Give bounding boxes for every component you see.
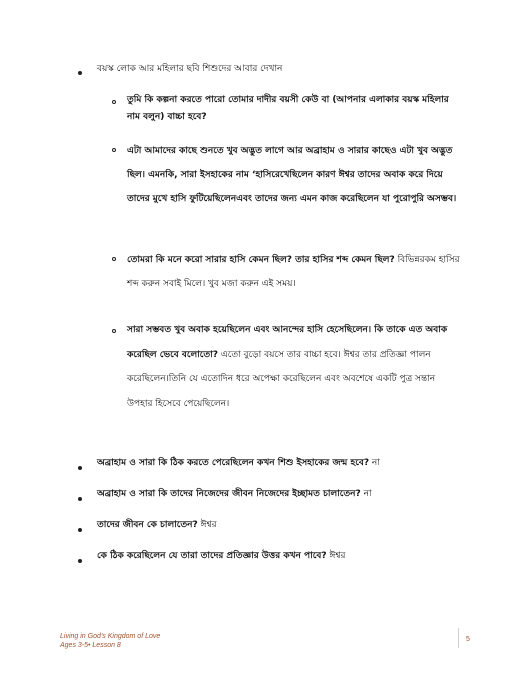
- bold-text: সারা সম্ভবত খুব অবাক হয়েছিলেন এবং আনন্দের হাসি হেসেছিলেন। কি তাকে এত অবাক করেছিল ভেবে বলোতো?: [127, 325, 448, 360]
- normal-text: ঈশ্বর: [326, 551, 346, 561]
- bullet-marker: [78, 466, 82, 470]
- bold-text: অব্রাহাম ও সারা কি ঠিক করতে পেরেছিলেন কখন শিশু ইসহাকের জন্ম হবে?: [97, 458, 370, 468]
- bullet-marker: [78, 559, 82, 563]
- normal-text: ঈশ্বর: [197, 520, 217, 530]
- bullet-text: [97, 519, 477, 533]
- sub-bullet-marker: [112, 329, 116, 333]
- normal-text: বয়স্ক লোক আর মহিলার ছবি শিশুদের আবার দেখান: [97, 64, 283, 74]
- normal-text: না: [369, 458, 380, 468]
- bullet-text: [97, 457, 477, 471]
- footer-subtitle: Ages 3-5• Lesson 8: [60, 642, 121, 650]
- bullet-marker: [78, 528, 82, 532]
- sub-bullet-marker: [112, 257, 116, 261]
- page-number: 5: [466, 636, 470, 643]
- bold-text: অব্রাহাম ও সারা কি তাদের নিজেদের জীবন নিজেদের ইচ্ছামত চালাতেন?: [97, 489, 361, 499]
- footer-credits: [60, 632, 160, 651]
- bold-text: কে ঠিক করেছিলেন যে তারা তাদের প্রতিজ্ঞার উত্তর কখন পাবে?: [97, 551, 327, 561]
- normal-text: এতো বুড়ো বয়সে তার বাচ্চা হবে। ঈশ্বর তার প্রতিজ্ঞা পালন করেছিলেন।তিনি যে এতোদিন ধরে অপেক্ষা করেছিলেন এবং অবশেষে একটি পুত্র সন্তান উপহার হিসেবে পেয়েছিলেন।: [127, 349, 436, 409]
- bullet-marker: [78, 71, 82, 75]
- bold-text: তোমরা কি মনে করো সারার হাসি কেমন ছিল? তার হাসির শব্দ কেমন ছিল?: [127, 255, 395, 265]
- bullet-text: [97, 550, 477, 564]
- bullet-marker: [78, 497, 82, 501]
- normal-text: বিভিন্নরকম হাসির শব্দ করুন সবাই মিলে। খুব মজা করুন এই সময়।: [127, 255, 460, 289]
- sub-item-text: [127, 139, 462, 211]
- bold-text: তুমি কি কল্পনা করতে পারো তোমার দাদীর বয়সী কেউ বা (আপনার এলাকার বয়স্ক মহিলার নাম বলুন) বাচ্চা হবে?: [127, 95, 449, 122]
- bold-text: তাদের জীবন কে চালাতেন?: [97, 520, 198, 530]
- footer-divider: [458, 628, 459, 648]
- sub-bullet-marker: [112, 148, 116, 152]
- sub-item-text: [127, 248, 462, 296]
- sub-item-text: [127, 92, 457, 126]
- normal-text: না: [360, 489, 372, 499]
- bullet-text: [97, 488, 477, 502]
- bold-text: এটা আমাদের কাছে শুনতে খুব অদ্ভুত লাগে আর অব্রাহাম ও সারার কাছেও এটা খুব অদ্ভুত ছিল। এমনকি, সারা ইসহাকের নাম ‘হাসিরেখেছিলেন কারণ ঈশ্বর তাদের অবাক করে দিয়ে তাদের মুখে হাসি ফুটিয়েছিলেনএবং তাদের জন্য এমন কাজ করেছিলেন যা পুরোপুরি অসম্ভব।: [127, 146, 457, 204]
- bullet-text: [97, 63, 457, 77]
- sub-bullet-marker: [112, 100, 116, 104]
- footer-title: Living in God’s Kingdom of Love: [60, 633, 161, 640]
- sub-item-text: [127, 318, 462, 416]
